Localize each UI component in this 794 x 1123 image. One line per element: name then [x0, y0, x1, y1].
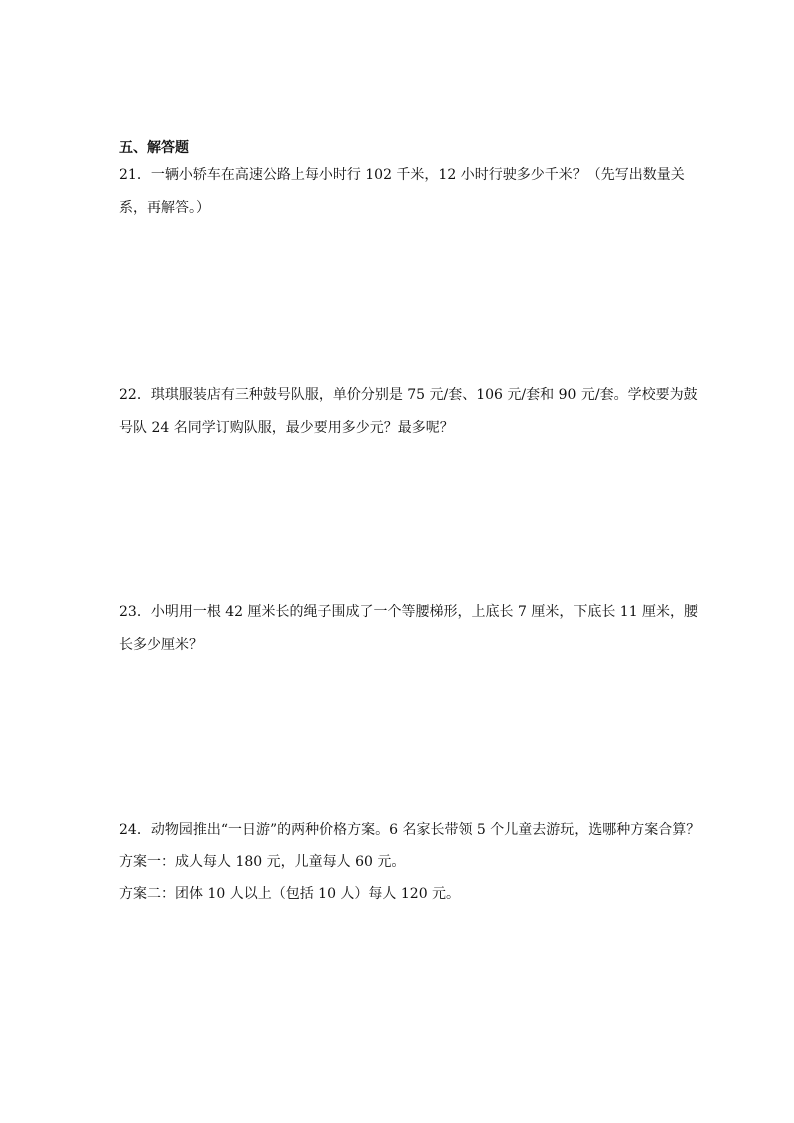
question-23: [119, 602, 699, 655]
plan-one-line: 方案一：成人每人 180 元，儿童每人 60 元。: [119, 854, 406, 870]
question-text-line: 系，再解答。）: [119, 200, 210, 216]
question-text-line: 21．一辆小轿车在高速公路上每小时行 102 千米，12 小时行驶多少千米？（先写出数量关: [119, 167, 685, 183]
question-21: [119, 165, 685, 218]
question-text-line: 23．小明用一根 42 厘米长的绳子围成了一个等腰梯形，上底长 7 厘米，下底长 11 厘米，腰: [119, 604, 699, 620]
plan-two-line: 方案二：团体 10 人以上（包括 10 人）每人 120 元。: [119, 886, 461, 902]
question-24: [119, 820, 701, 904]
question-text-line: 号队 24 名同学订购队服，最少要用多少元？最多呢？: [119, 420, 454, 436]
question-text-line: 长多少厘米？: [119, 637, 203, 653]
section-title: 五、解答题: [119, 140, 189, 156]
question-22: [119, 385, 698, 438]
question-text-line: 24．动物园推出“一日游”的两种价格方案。6 名家长带领 5 个儿童去游玩，选哪种方案合算？: [119, 822, 701, 838]
question-text-line: 22．琪琪服装店有三种鼓号队服，单价分别是 75 元/套、106 元/套和 90 元/套。学校要为鼓: [119, 387, 698, 403]
